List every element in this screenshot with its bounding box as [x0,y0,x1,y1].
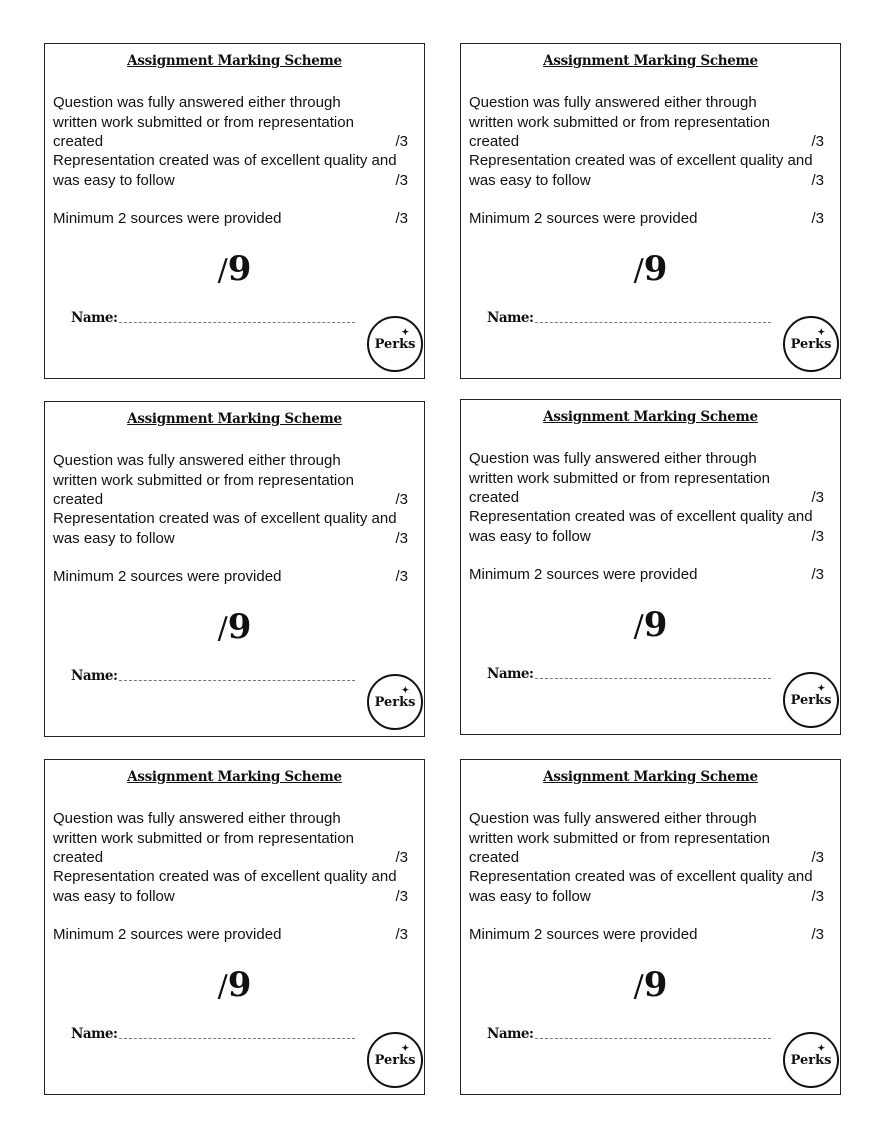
total-score [45,965,424,1005]
sparkle-icon: ✦ [401,1044,409,1054]
criterion-score: /3 [811,566,824,583]
name-label: Name: [487,666,534,682]
card-title: Assignment Marking Scheme [543,769,758,785]
criterion-3 [53,567,408,587]
total-slash: / [217,253,228,288]
marking-scheme-card [44,759,425,1095]
total-slash: / [633,253,644,288]
card-title: Assignment Marking Scheme [127,411,342,427]
marking-scheme-card [460,43,841,379]
criterion-score: /3 [395,133,408,150]
total-score [45,249,424,289]
criterion-2 [53,509,408,548]
perks-logo: ✦ Perks [783,672,839,728]
card-title: Assignment Marking Scheme [127,53,342,69]
criterion-text: Question was fully answered either through written work submitted or from representation created [469,94,770,150]
criterion-text: Minimum 2 sources were provided [469,210,698,227]
marking-scheme-card [44,401,425,737]
criterion-text: Representation created was of excellent quality and was easy to follow [53,510,397,547]
criterion-score: /3 [811,210,824,227]
criterion-text: Question was fully answered either through written work submitted or from representation created [469,810,770,866]
criterion-1 [469,809,824,868]
sparkle-icon: ✦ [817,1044,825,1054]
criterion-text: Minimum 2 sources were provided [53,568,282,585]
criterion-score: /3 [395,171,408,189]
total-value: 9 [643,249,668,289]
name-label: Name: [71,310,118,326]
criterion-score: /3 [395,926,408,943]
criterion-text: Minimum 2 sources were provided [53,926,282,943]
total-slash: / [633,969,644,1004]
criterion-score: /3 [395,887,408,905]
name-field[interactable] [535,678,771,679]
criterion-3 [53,925,408,945]
criterion-1 [53,93,408,152]
criterion-2 [469,507,824,546]
card-title: Assignment Marking Scheme [127,769,342,785]
total-value: 9 [227,607,252,647]
criterion-score: /3 [811,527,824,545]
perks-logo: ✦ Perks [783,1032,839,1088]
criterion-1 [469,93,824,152]
criterion-text: Representation created was of excellent quality and was easy to follow [53,152,397,189]
sparkle-icon: ✦ [401,328,409,338]
criterion-2 [53,867,408,906]
criterion-1 [469,449,824,508]
criterion-score: /3 [811,171,824,189]
name-field[interactable] [119,322,355,323]
criterion-score: /3 [811,926,824,943]
total-score [45,607,424,647]
criterion-text: Question was fully answered either through written work submitted or from representation created [469,450,770,506]
criterion-text: Question was fully answered either through written work submitted or from representation created [53,810,354,866]
perks-logo: ✦ Perks [367,674,423,730]
criterion-text: Representation created was of excellent quality and was easy to follow [53,868,397,905]
total-slash: / [217,611,228,646]
name-field[interactable] [119,1038,355,1039]
total-score [461,965,840,1005]
card-title: Assignment Marking Scheme [543,409,758,425]
perks-logo: ✦ Perks [783,316,839,372]
name-label: Name: [71,668,118,684]
criterion-text: Minimum 2 sources were provided [469,566,698,583]
total-value: 9 [227,965,252,1005]
card-title: Assignment Marking Scheme [543,53,758,69]
criterion-text: Question was fully answered either through written work submitted or from representation created [53,452,354,508]
criterion-score: /3 [811,489,824,506]
criterion-score: /3 [395,529,408,547]
criterion-3 [469,209,824,229]
criterion-score: /3 [811,849,824,866]
marking-scheme-card [460,759,841,1095]
marking-scheme-card [460,399,841,735]
total-value: 9 [643,605,668,645]
total-value: 9 [227,249,252,289]
total-slash: / [633,609,644,644]
total-score [461,249,840,289]
criterion-text: Representation created was of excellent quality and was easy to follow [469,152,813,189]
name-label: Name: [487,1026,534,1042]
criterion-text: Minimum 2 sources were provided [53,210,282,227]
criterion-text: Representation created was of excellent quality and was easy to follow [469,868,813,905]
criterion-score: /3 [811,887,824,905]
marking-scheme-card [44,43,425,379]
sparkle-icon: ✦ [817,684,825,694]
criterion-2 [469,867,824,906]
total-value: 9 [643,965,668,1005]
perks-logo: ✦ Perks [367,1032,423,1088]
criterion-score: /3 [811,133,824,150]
criterion-text: Minimum 2 sources were provided [469,926,698,943]
criterion-1 [53,809,408,868]
name-field[interactable] [119,680,355,681]
perks-logo: ✦ Perks [367,316,423,372]
sparkle-icon: ✦ [817,328,825,338]
criterion-3 [53,209,408,229]
criterion-2 [53,151,408,190]
sparkle-icon: ✦ [401,686,409,696]
criterion-1 [53,451,408,510]
criterion-score: /3 [395,491,408,508]
name-label: Name: [487,310,534,326]
criterion-text: Representation created was of excellent quality and was easy to follow [469,508,813,545]
total-score [461,605,840,645]
criterion-3 [469,925,824,945]
criterion-3 [469,565,824,585]
criterion-score: /3 [395,210,408,227]
criterion-2 [469,151,824,190]
name-label: Name: [71,1026,118,1042]
criterion-text: Question was fully answered either through written work submitted or from representation created [53,94,354,150]
criterion-score: /3 [395,849,408,866]
total-slash: / [217,969,228,1004]
name-field[interactable] [535,322,771,323]
name-field[interactable] [535,1038,771,1039]
criterion-score: /3 [395,568,408,585]
